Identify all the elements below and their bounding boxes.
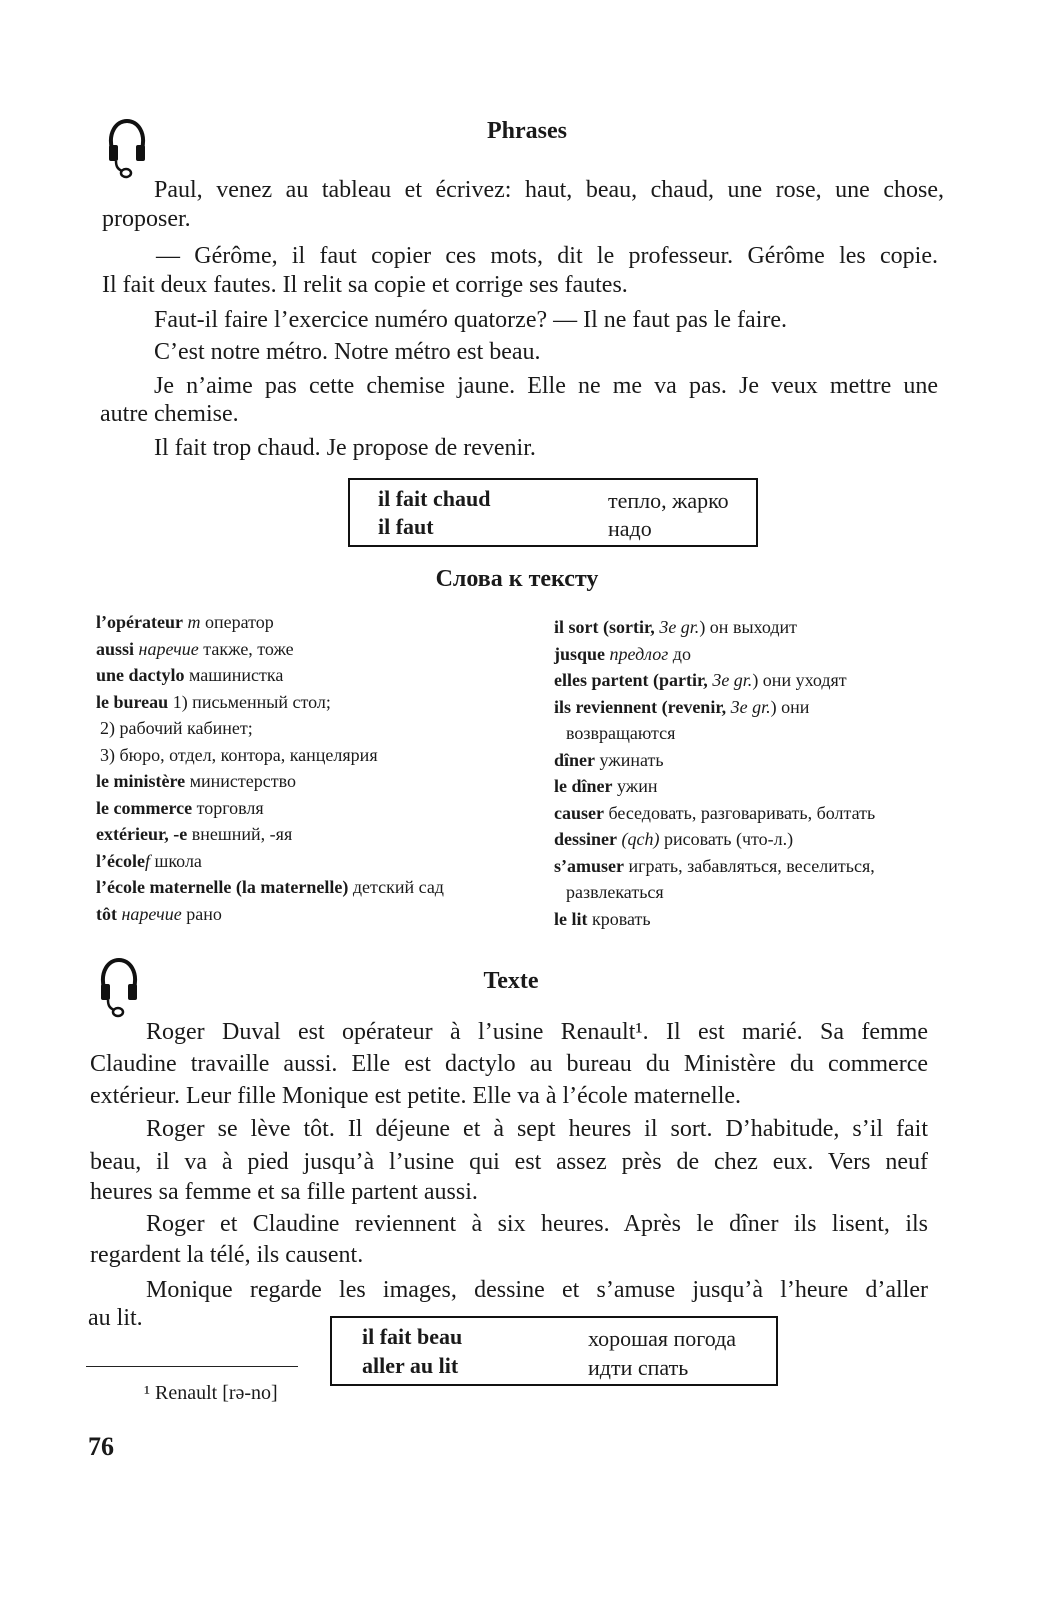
vocab-entry: tôt наречие рано [96, 903, 222, 924]
box1-ru-2: надо [608, 516, 652, 541]
box2-ru-1: хорошая погода [588, 1326, 737, 1351]
phrases-line-7: Je n’aime pas cette chemise jaune. Elle ne me va pas. Je veux mettre une [154, 373, 938, 399]
phrases-line-3: — Gérôme, il faut copier ces mots, dit le professeur. Gérôme les copie. [156, 243, 938, 269]
phrases-line-5: Faut-il faire l’exercice numéro quatorze? — Il ne faut pas le faire. [154, 307, 788, 333]
texte-line-5: beau, il va à pied jusqu’à l’usine qui est assez près de chez eux. Vers neuf [90, 1149, 928, 1175]
vocab-entry: une dactylo машинистка [96, 665, 284, 685]
vocab-entry: l’école maternelle (la maternelle) детский сад [96, 877, 444, 897]
box1-fr-2: il faut [378, 514, 434, 539]
box1-fr-1: il fait chaud [378, 486, 491, 511]
phrases-line-4: Il fait deux fautes. Il relit sa copie et corrige ses fautes. [102, 272, 628, 298]
vocab-left-column [96, 609, 444, 927]
phrases-line-8: autre chemise. [100, 401, 239, 427]
texte-line-9: Monique regarde les images, dessine et s’amuse jusqu’à l’heure d’aller [146, 1277, 928, 1303]
footnote-rule [86, 1366, 298, 1367]
box1-ru-1: тепло, жарко [608, 488, 729, 513]
vocab-entry: le bureau 1) письменный стол; [96, 691, 331, 712]
vocab-entry: elles partent (partir, 3e gr.) они уходят [554, 670, 847, 690]
footnote: ¹ Renault [rə-no] [144, 1382, 278, 1404]
texte-line-7: Roger et Claudine reviennent à six heures. Après le dîner ils lisent, ils [146, 1211, 928, 1237]
texte-line-3: extérieur. Leur fille Monique est petite. Elle va à l’école maternelle. [90, 1083, 742, 1109]
vocab-entry: le lit кровать [554, 908, 651, 929]
texte-line-10: au lit. [88, 1305, 143, 1331]
vocab-entry: jusque предлог до [554, 643, 691, 664]
vocab-title: Слова к тексту [435, 566, 599, 592]
vocab-entry: l’opérateur m оператор [96, 612, 274, 632]
vocab-entry: 2) рабочий кабинет; [100, 718, 253, 738]
texte-title: Texte [483, 968, 539, 994]
vocab-entry: dîner ужинать [554, 749, 664, 770]
vocab-box-2 [330, 1316, 778, 1386]
vocab-entry: le ministère министерство [96, 771, 297, 791]
vocab-entry: l’écolef школа [96, 850, 202, 871]
texte-line-1: Roger Duval est opérateur à l’usine Renault¹. Il est marié. Sa femme [146, 1019, 928, 1045]
vocab-box-1 [348, 478, 758, 547]
vocab-entry: aussi наречие также, тоже [96, 638, 294, 659]
texte-line-6: heures sa femme et sa fille partent aussi. [90, 1179, 478, 1205]
box2-ru-2: идти спать [588, 1355, 689, 1380]
texte-line-2: Claudine travaille aussi. Elle est dactylo au bureau du Ministère du commerce [90, 1051, 928, 1077]
vocab-entry: le dîner ужин [554, 776, 658, 796]
phrases-title: Phrases [487, 118, 567, 144]
page-number: 76 [88, 1432, 114, 1461]
vocab-entry: extérieur, -e внешний, -яя [96, 824, 293, 844]
phrases-line-9: Il fait trop chaud. Je propose de revenir. [154, 435, 536, 461]
texte-line-4: Roger se lève tôt. Il déjeune et à sept heures il sort. D’habitude, s’il fait [146, 1116, 928, 1142]
vocab-entry: il sort (sortir, 3e gr.) он выходит [554, 617, 797, 637]
box2-fr-2: aller au lit [362, 1353, 459, 1378]
phrases-line-1: Paul, venez au tableau et écrivez: haut, beau, chaud, une rose, une chose, [154, 177, 944, 203]
vocab-entry: развлекаться [566, 882, 664, 902]
vocab-entry: causer беседовать, разговаривать, болтать [554, 802, 876, 823]
box2-fr-1: il fait beau [362, 1324, 463, 1349]
phrases-line-6: C’est notre métro. Notre métro est beau. [154, 339, 541, 365]
vocab-entry: dessiner (qch) рисовать (что-л.) [554, 829, 794, 849]
vocab-entry: s’amuser играть, забавляться, веселиться, [554, 855, 875, 876]
phrases-line-2: proposer. [102, 206, 191, 232]
texte-line-8: regardent la télé, ils causent. [90, 1242, 364, 1268]
vocab-entry: le commerce торговля [96, 797, 264, 818]
vocab-entry: возвращаются [566, 723, 676, 743]
vocab-entry: 3) бюро, отдел, контора, канцелярия [100, 744, 378, 765]
vocab-entry: ils reviennent (revenir, 3e gr.) они [554, 696, 810, 717]
vocab-right-column [554, 614, 875, 932]
